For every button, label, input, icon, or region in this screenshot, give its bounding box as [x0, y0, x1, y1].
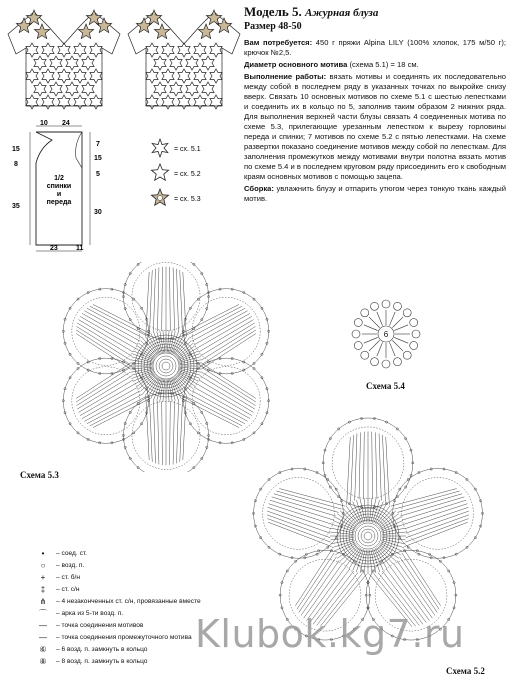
legend-symbol: ⌒ — [39, 609, 47, 618]
edge-loop — [403, 309, 411, 317]
center-ring — [355, 523, 381, 549]
sewing-pattern — [4, 118, 114, 258]
petal-fan-stitch — [274, 494, 339, 513]
key-label: = сх. 5.2 — [174, 171, 201, 178]
petal-fan-stitch — [351, 435, 354, 503]
motif-cell — [58, 69, 70, 83]
motif-cell — [26, 69, 38, 83]
stitch-spoke — [392, 317, 403, 328]
petal-fan-stitch — [183, 272, 186, 336]
stitch-spoke — [377, 312, 383, 326]
edge-loop — [352, 330, 360, 338]
petal-fan-stitch — [146, 272, 149, 336]
legend-label: – 6 возд. п. замкнуть в кольцо — [56, 645, 148, 653]
motif-cell — [90, 69, 102, 83]
legend-symbol: • — [41, 549, 45, 558]
petal-fan-stitch — [402, 553, 439, 609]
dim-bottom-a: 23 — [50, 245, 58, 252]
stitch-spoke — [389, 342, 395, 356]
shoulder-star — [146, 10, 161, 25]
motif-cell — [162, 95, 174, 109]
model-title-main: Модель 5. — [244, 4, 302, 19]
motif-cell — [186, 82, 198, 96]
center-ring — [352, 520, 384, 552]
shoulder-star — [16, 18, 31, 33]
motif-cell — [170, 56, 182, 70]
stitch-spoke — [369, 317, 380, 328]
petal-fan-stitch — [176, 269, 178, 333]
edge-loop — [393, 302, 401, 310]
stitch-spoke — [364, 325, 378, 331]
petal-fan-stitch — [359, 432, 361, 499]
shoulder-star — [154, 24, 169, 39]
size-line: Размер 48-50 — [244, 21, 302, 32]
star-5-icon — [151, 164, 168, 180]
stitch-spoke — [346, 505, 360, 524]
petal-fan-stitch — [80, 384, 135, 416]
center-ring — [153, 353, 179, 379]
motif-cell — [154, 56, 166, 70]
legend-symbol: — — [39, 621, 47, 630]
materials-value: 450 г пряжи Alpina LILY (100% хлопок, 175 м/50 г); крючок №2,5. — [244, 38, 506, 58]
motif-cell — [178, 95, 190, 109]
edge-loop — [354, 341, 362, 349]
motif-cell — [146, 69, 158, 83]
petal-fan-stitch — [363, 432, 364, 499]
petal-fan-stitch — [379, 433, 381, 500]
legend-label: – возд. п. — [56, 561, 85, 569]
petal-fan-stitch — [375, 432, 377, 499]
motif-cell — [202, 56, 214, 70]
motif-cell — [90, 43, 102, 57]
scheme-5-4-chart — [344, 294, 428, 374]
petal-fan-stitch — [157, 268, 158, 332]
edge-loop — [361, 309, 369, 317]
legend-row — [30, 560, 260, 572]
model-title-sub: Ажурная блуза — [305, 7, 379, 19]
motif-cell — [186, 56, 198, 70]
shoulder-star — [34, 24, 49, 39]
motif-cell — [194, 69, 206, 83]
motif-key — [148, 134, 238, 214]
petal-fan-stitch — [382, 435, 385, 503]
petal-fan-stitch — [400, 557, 438, 613]
small-motif-center-label: 6 — [383, 330, 389, 339]
motif-cell — [74, 69, 86, 83]
motif-cell — [74, 43, 86, 57]
petal-fan-stitch — [304, 564, 343, 619]
motif-cell — [82, 82, 94, 96]
petal-fan-stitch — [170, 402, 171, 465]
star-center-icon — [158, 196, 163, 201]
stitch-spoke — [392, 340, 403, 351]
motif-cell — [66, 82, 78, 96]
legend-label: – 4 незаконченных ст. с/н, провязанные вместе — [56, 597, 201, 605]
edge-loop — [410, 341, 418, 349]
center-ring — [349, 517, 387, 555]
scheme-5-2-label: Схема 5.2 — [446, 666, 485, 676]
petal-fan-stitch — [149, 270, 152, 334]
petal-fan-stitch — [347, 437, 351, 505]
petal-fan-stitch — [76, 368, 130, 402]
petal-fan-stitch — [176, 400, 178, 464]
petal-fan-stitch — [269, 504, 333, 525]
motif-cell — [50, 56, 62, 70]
motif-cell — [42, 95, 54, 109]
motif-cell — [194, 95, 206, 109]
stitch-spoke — [176, 341, 192, 357]
dim-top-a: 10 — [40, 120, 48, 127]
legend-row — [30, 584, 260, 596]
motif-cell — [146, 43, 158, 57]
petal-fan-stitch — [180, 398, 183, 462]
edge-loop — [403, 351, 411, 359]
legend-label: – точка соединения мотивов — [56, 621, 144, 629]
stitch-spoke — [141, 341, 157, 357]
stitch-spoke — [377, 342, 383, 356]
petal-fan-stitch — [394, 564, 433, 619]
legend-label: – ст. с/н — [56, 585, 80, 593]
dim-right-2: 15 — [94, 155, 102, 162]
scheme-5-4-label: Схема 5.4 — [366, 381, 405, 391]
shoulder-star — [206, 10, 221, 25]
motif-cell — [162, 69, 174, 83]
shoulder-star — [86, 10, 101, 25]
blouse-back-layout — [128, 10, 240, 109]
petal-fan-stitch — [180, 270, 183, 334]
petal-fan-stitch — [404, 504, 468, 525]
blouse-front-layout — [8, 10, 120, 109]
petal-fan-stitch — [355, 433, 357, 500]
motif-cell — [90, 95, 102, 109]
legend-row — [30, 548, 260, 560]
center-ring — [162, 362, 170, 370]
assembly-label: Сборка: — [244, 184, 274, 194]
petal-fan-stitch — [397, 494, 462, 513]
diameter-paragraph — [244, 60, 506, 70]
star-6-icon — [152, 139, 168, 157]
petal-fan-stitch — [267, 515, 330, 538]
assembly-value: увлажнить блузу и отпарить утюгом через тонкую ткань каждый мотив. — [244, 184, 506, 204]
petal-fan-stitch — [272, 497, 336, 516]
motif-cell — [58, 95, 70, 109]
stitch-spoke — [369, 340, 380, 351]
motif-cell — [194, 43, 206, 57]
motif-cell — [210, 95, 222, 109]
stitch-spoke — [364, 337, 378, 343]
instructions-text — [244, 38, 506, 206]
legend-label: – соед. ст. — [56, 549, 87, 557]
work-label: Выполнение работы: — [244, 72, 327, 82]
stitch-spoke — [141, 376, 157, 392]
legend-row — [30, 596, 260, 608]
petal-fan-stitch — [162, 267, 163, 330]
petal-fan-stitch — [162, 402, 163, 465]
pattern-piece-label-line: переда — [46, 199, 72, 206]
legend-symbol: ⋔ — [39, 597, 47, 606]
legend-row — [30, 656, 260, 668]
petal-fan-stitch — [153, 400, 155, 464]
petal-fan-stitch — [270, 500, 334, 520]
materials-label: Вам потребуется: — [244, 38, 313, 47]
dim-right-3: 5 — [96, 171, 100, 178]
legend-label: – 8 возд. п. замкнуть в кольцо — [56, 657, 148, 665]
motif-cell — [202, 82, 214, 96]
diameter-value: (схема 5.1) = 18 см. — [347, 60, 419, 70]
petal-fan-stitch — [386, 437, 390, 505]
shoulder-star — [26, 10, 41, 25]
stitch-spoke — [394, 325, 408, 331]
legend-symbol: ○ — [40, 561, 46, 570]
legend-symbol: ⑥ — [39, 645, 47, 654]
shoulder-star — [198, 24, 213, 39]
key-label: = сх. 5.3 — [174, 196, 201, 203]
petal-fan-stitch — [183, 396, 186, 460]
diameter-label: Диаметр основного мотива — [244, 60, 348, 70]
motif-cell — [58, 43, 70, 57]
edge-loop — [371, 358, 379, 366]
stitch-spoke — [346, 547, 360, 566]
legend-label: – ст. б/н — [56, 573, 80, 581]
edge-loop — [393, 358, 401, 366]
motif-cell — [42, 43, 54, 57]
edge-loop — [354, 319, 362, 327]
center-ring — [361, 529, 375, 543]
legend-label: – точка соединения промежуточного мотива — [56, 633, 192, 641]
petal-fan-stitch — [402, 500, 466, 520]
petal-fan-stitch — [202, 330, 256, 364]
motif-cell — [210, 43, 222, 57]
motif-cell — [154, 82, 166, 96]
petal-fan-stitch — [80, 316, 135, 348]
petal-fan-stitch — [279, 489, 345, 507]
scheme-5-3-label: Схема 5.3 — [20, 470, 59, 480]
watermark: Klubok.kg7.ru — [195, 612, 465, 656]
motif-cell — [34, 56, 46, 70]
pattern-armhole — [76, 132, 82, 168]
shoulder-star — [216, 18, 231, 33]
pattern-piece-label-line: 1/2 — [54, 175, 64, 182]
petal-fan-stitch — [202, 368, 256, 402]
dim-right-4: 30 — [94, 209, 102, 216]
petal-fan-stitch — [76, 330, 130, 364]
dim-top-b: 24 — [62, 120, 70, 127]
motif-cell — [42, 69, 54, 83]
stitch-spoke — [176, 376, 192, 392]
motif-cell — [74, 95, 86, 109]
motif-cell — [82, 56, 94, 70]
petal-fan-stitch — [149, 398, 152, 462]
dim-bottom-b: 11 — [76, 245, 84, 252]
edge-loop — [412, 330, 420, 338]
petal-fan-stitch — [197, 316, 252, 348]
motif-cell — [66, 56, 78, 70]
shoulder-star — [78, 24, 93, 39]
pattern-piece-label-line: и — [56, 191, 62, 198]
motif-cell — [210, 69, 222, 83]
motif-cell — [50, 82, 62, 96]
petal-fan-stitch — [153, 269, 155, 333]
motif-cell — [146, 95, 158, 109]
motif-cell — [178, 69, 190, 83]
materials-paragraph — [244, 38, 506, 58]
petal-fan-stitch — [173, 268, 174, 332]
center-ring — [364, 532, 372, 540]
legend-symbol: — — [39, 633, 47, 642]
center-ring — [159, 359, 173, 373]
motif-cell — [170, 82, 182, 96]
motif-cell — [178, 43, 190, 57]
petal-fan-stitch — [197, 384, 252, 416]
edge-loop — [410, 319, 418, 327]
legend-symbol: + — [40, 573, 46, 582]
petal-fan-stitch — [391, 489, 457, 507]
motif-cell — [26, 95, 38, 109]
work-paragraph — [244, 72, 506, 182]
petal-fan-stitch — [297, 553, 334, 609]
petal-fan-stitch — [157, 401, 158, 465]
model-title — [244, 4, 378, 20]
dim-right-1: 7 — [96, 141, 100, 148]
stitch-spoke — [394, 337, 408, 343]
edge-loop — [382, 300, 390, 308]
pattern-piece-label — [47, 175, 72, 206]
stitch-spoke — [376, 505, 390, 524]
motif-cell — [162, 43, 174, 57]
dim-left-2: 8 — [14, 161, 18, 168]
work-value: вязать мотивы и соединять их последовательно между собой в последнем ряду в указанных точках по выкройке снизу вверх. Связать 10 основных мотивов по схеме 5.1 с шестью лепестками и соединить их в кольцо по 5, заполнив таким образом 2 нижних ряда. Для выполнения верхней части блузы связать 4 соединенных мотива по схеме 5.3, прилегающие урезанным лепестком к вырезу горловины переда и спинки; 7 мотивов по схеме 5.2 с пятью лепестками. На схеме развертки показано соединение мотивов между собой по лепесткам. Для заполнения промежутков между мотивами внутри полотна вязать мотив по схеме 5.4 и в последнем круговом ряду присоединить его к свободным краям основных мотивов с помощью зацепа. — [244, 72, 506, 182]
edge-loop — [382, 360, 390, 368]
petal-fan-stitch — [400, 497, 464, 516]
petal-fan-stitch — [372, 432, 373, 499]
petal-fan-stitch — [146, 396, 149, 460]
stitch-spoke — [376, 547, 390, 566]
edge-loop — [361, 351, 369, 359]
legend-symbol: ‡ — [40, 585, 46, 594]
blouse-layout-diagram — [4, 4, 244, 110]
petal-fan-stitch — [299, 557, 337, 613]
petal-fan-stitch — [406, 515, 469, 538]
doily-stitches — [252, 417, 483, 640]
key-label: = сх. 5.1 — [174, 146, 201, 153]
pattern-piece-label-line: спинки — [46, 183, 72, 190]
legend-row — [30, 572, 260, 584]
petal-fan-stitch — [170, 267, 171, 330]
stitch-spoke — [389, 312, 395, 326]
dim-left-3: 35 — [12, 203, 20, 210]
shoulder-star — [136, 18, 151, 33]
legend-label: – арка из 5-ти возд. п. — [56, 609, 124, 617]
assembly-paragraph — [244, 184, 506, 204]
motif-cell — [34, 82, 46, 96]
dim-left-1: 15 — [12, 146, 20, 153]
petal-fan-stitch — [173, 401, 174, 465]
legend-symbol: ⑧ — [39, 657, 47, 666]
shoulder-star — [96, 18, 111, 33]
edge-loop — [371, 302, 379, 310]
motif-cell — [26, 43, 38, 57]
